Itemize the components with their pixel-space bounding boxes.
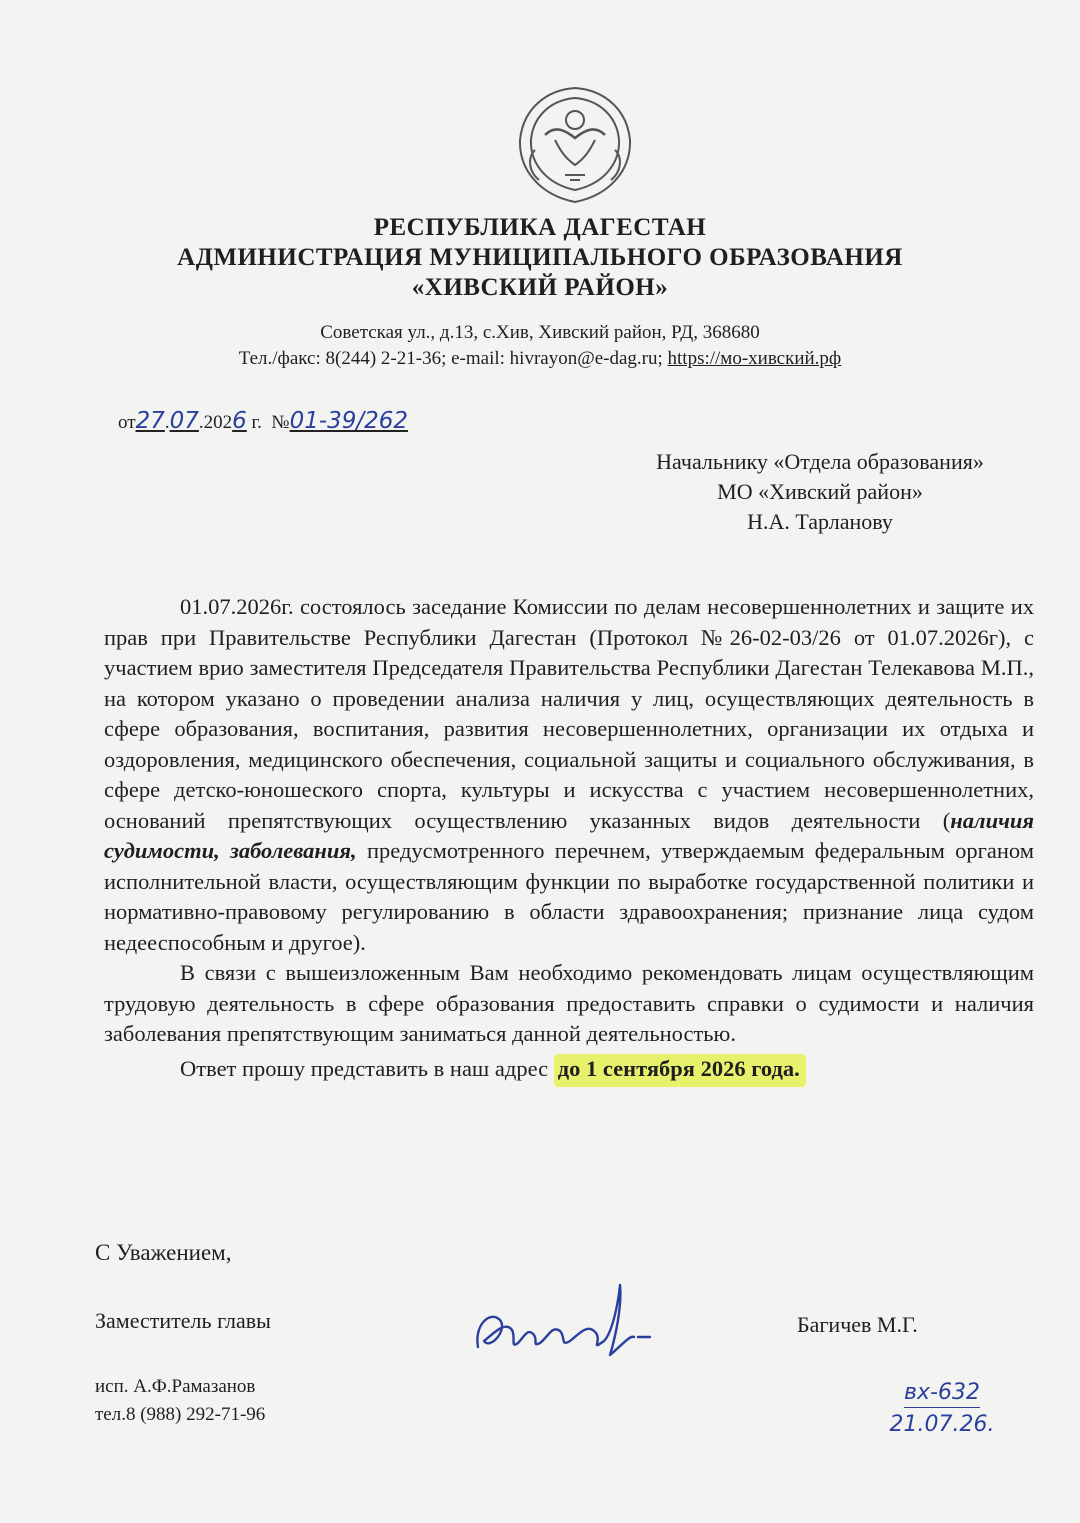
p1-text-start: 01.07.2026г. состоялось заседание Комиссии по делам несовершеннолетних и защите их прав при Правительстве Республики Дагестан (Протокол №26-02-03/26 от 01.07.2026г), с участием врио заместителя Председателя Правительства Республики Дагестан Телекавова М.П., на котором указано о проведении анализа наличия у лиц, осуществляющих деятельность в сфере образования, воспитания, развития несовершеннолетних, организации их отдыха и оздоровления, медицинского обеспечения, социальной защиты и социального обслуживания, в сфере детско-юношеского спорта, культуры и искусства с участием несовершеннолетних, оснований препятствующих осуществлению указанных видов деятельности ( bbox=[104, 594, 1034, 833]
ref-suffix: г. bbox=[251, 412, 262, 433]
header-address: Советская ул., д.13, с.Хив, Хивский район, РД, 368680 bbox=[320, 322, 760, 343]
ref-day: 27 bbox=[135, 408, 165, 434]
ref-year-digit: 6 bbox=[232, 408, 247, 434]
header-republic: РЕСПУБЛИКА ДАГЕСТАН bbox=[373, 214, 707, 241]
coat-of-arms-emblem bbox=[505, 80, 645, 210]
p1-emphasis: наличия судимости, заболевания, bbox=[104, 807, 1034, 863]
executor-name: исп. А.Ф.Рамазанов bbox=[95, 1376, 256, 1397]
deadline-highlight: до 1 сентября 2026 года. bbox=[554, 1054, 806, 1087]
contacts-text: Тел./факс: 8(244) 2-21-36; e-mail: hivrayon@e-dag.ru; bbox=[238, 348, 663, 369]
incoming-number: вх-632 bbox=[904, 1380, 980, 1408]
closing-greeting: С Уважением, bbox=[95, 1240, 232, 1265]
outgoing-reference: от27.07.2026 г. №01-39/262 bbox=[118, 408, 409, 434]
recipient-line-1: Начальнику «Отдела образования» bbox=[656, 449, 984, 474]
header-administration: АДМИНИСТРАЦИЯ МУНИЦИПАЛЬНОГО ОБРАЗОВАНИЯ bbox=[177, 244, 903, 271]
paragraph-1 bbox=[104, 592, 1034, 958]
recipient-block bbox=[560, 447, 1080, 537]
website-link[interactable]: https://мо-хивский.рф bbox=[667, 348, 842, 369]
p3-text: Ответ прошу представить в наш адрес bbox=[180, 1055, 554, 1081]
paragraph-2: В связи с вышеизложенным Вам необходимо рекомендовать лицам осуществляющим трудовую деятельность в сфере образования предоставить справки о судимости и наличия заболевания препятствующим заниматься данной деятельностью. bbox=[104, 960, 1034, 1046]
ref-year-prefix: 202 bbox=[203, 412, 233, 433]
ref-prefix: от bbox=[118, 412, 136, 433]
header-district: «ХИВСКИЙ РАЙОН» bbox=[411, 274, 669, 301]
ref-number: 01-39/262 bbox=[289, 408, 409, 434]
letter-body bbox=[104, 592, 1034, 1084]
recipient-line-2: МО «Хивский район» bbox=[717, 479, 923, 504]
signer-position: Заместитель главы bbox=[95, 1308, 271, 1333]
incoming-date: 21.07.26. bbox=[889, 1412, 995, 1437]
handwritten-signature bbox=[470, 1275, 670, 1375]
executor-phone: тел.8 (988) 292-71-96 bbox=[95, 1404, 266, 1425]
incoming-registration-mark bbox=[862, 1380, 1022, 1437]
signer-name: Багичев М.Г. bbox=[797, 1312, 918, 1337]
recipient-line-3: Н.А. Тарланову bbox=[747, 509, 893, 534]
ref-month: 07 bbox=[169, 408, 199, 434]
p1-text-end: предусмотренного перечнем, утверждаемым федеральным органом исполнительной власти, осуществляющим функции по выработке государственной политики и нормативно-правовому регулированию в области здравоохранения; признание лица судом недееспособным и другое). bbox=[104, 838, 1034, 955]
ref-number-label: № bbox=[271, 412, 290, 433]
paragraph-3 bbox=[104, 1054, 1034, 1085]
header-contacts bbox=[0, 348, 1080, 370]
executor-info bbox=[95, 1373, 265, 1429]
